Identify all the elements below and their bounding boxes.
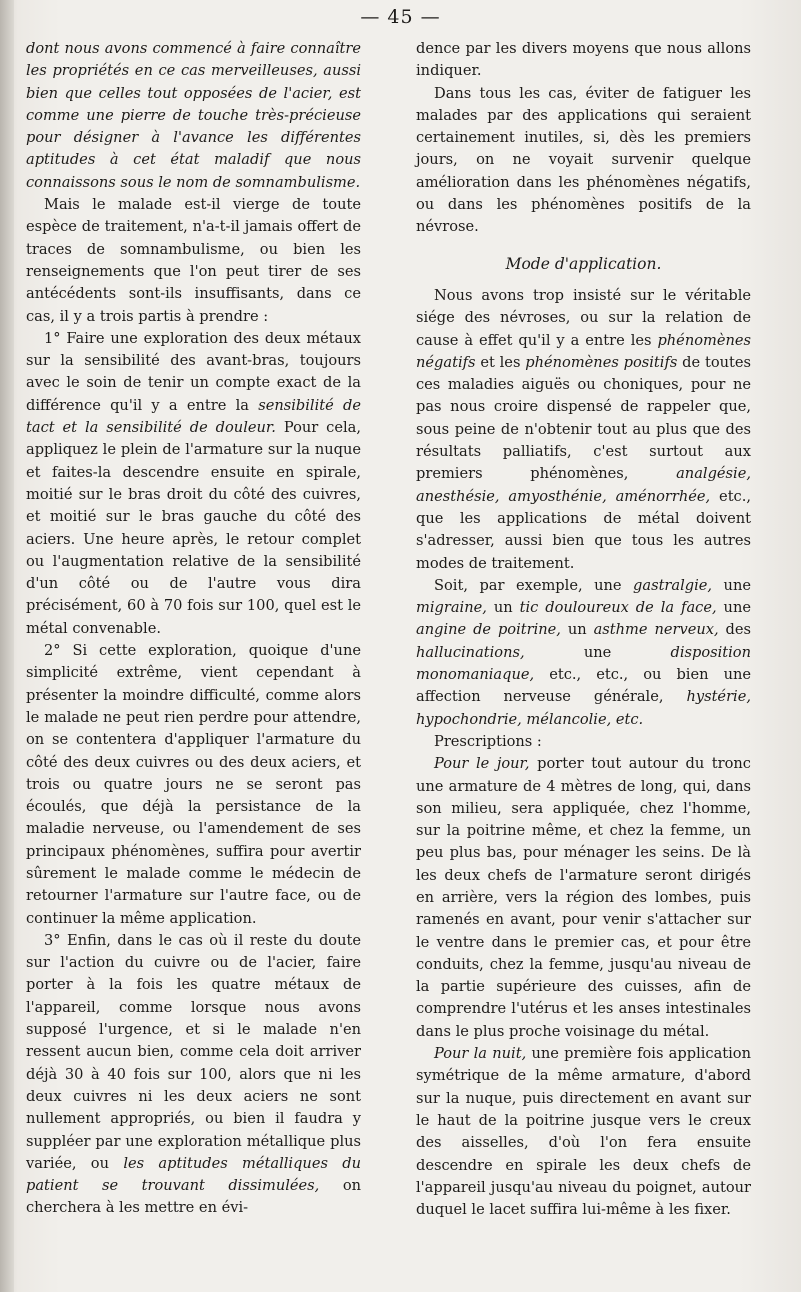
text-run: porter tout autour du tronc une armature de 4 mètres de long, qui, dans son milieu, sera appliquée, chez l'homme, sur la poitrine même, et chez la femme, un peu plus bas, pour ménager les seins. De là les deux chefs de l'armature seront dirigés en arrière, vers la région des lombes, puis ramenés en avant, pour venir s'attacher sur le ventre dans le premier cas, et pour être conduits, chez la femme, jusqu'au niveau de la partie supérieure des cuisses, afin de comprendre l'utérus et les anses intestinales dans le plus proche voisinage du métal. bbox=[416, 755, 751, 1040]
italic-text-run: disposition monomaniaque, bbox=[416, 643, 751, 684]
italic-text-run: phénomènes positifs bbox=[525, 353, 678, 371]
text-run: Prescriptions : bbox=[434, 732, 542, 750]
text-run: on cherchera à les mettre en évi- bbox=[26, 1177, 361, 1217]
italic-text-run: asthme nerveux, bbox=[593, 621, 719, 639]
text-run: une bbox=[712, 576, 751, 594]
left-column bbox=[26, 38, 361, 1220]
text-run: dence par les divers moyens que nous allons indiquer. bbox=[416, 40, 751, 80]
paragraph bbox=[26, 328, 361, 640]
text-run: etc., que les applications de métal doivent s'adresser, aussi bien que tous les autres modes de traitement. bbox=[416, 487, 752, 572]
paragraph bbox=[416, 38, 751, 83]
text-run: une première fois application symétrique de la même armature, d'abord sur la nuque, puis directement en avant sur le haut de la poitrine jusque vers le creux des aisselles, d'où l'on fera ensuite descendre en spirale les deux chefs de l'appareil jusqu'au niveau du poignet, autour duquel le lacet suffira lui-même à les fixer. bbox=[416, 1045, 751, 1219]
paragraph bbox=[416, 575, 751, 731]
paragraph bbox=[416, 285, 751, 575]
paragraph bbox=[26, 194, 361, 328]
paragraph bbox=[416, 1043, 751, 1221]
paragraph bbox=[416, 83, 751, 239]
paragraph bbox=[416, 753, 751, 1043]
text-run: Mais le malade est-il vierge de toute espèce de traitement, n'a-t-il jamais offert de traces de somnambulisme, ou bien les renseignements que l'on peut tirer de ses antécédents sont-ils insuffisants, dans ce cas, il y a trois partis à prendre : bbox=[26, 196, 361, 325]
paragraph bbox=[26, 640, 361, 930]
text-run: Dans tous les cas, éviter de fatiguer les malades par des applications qui seraient certainement inutiles, si, dès les premiers jours, on ne voyait survenir quelque amélioration dans les phénomènes négatifs, ou dans les phénomènes positifs de la névrose. bbox=[416, 84, 751, 236]
italic-text-run: les aptitudes métalliques du patient se trouvant dissimulées, bbox=[26, 1154, 361, 1195]
right-column bbox=[416, 38, 751, 1221]
text-run: et les bbox=[475, 353, 526, 371]
italic-text-run: phénomènes négatifs bbox=[416, 331, 751, 371]
section-heading: Mode d'application. bbox=[505, 254, 662, 273]
text-run: de toutes ces maladies aiguës ou choniques, pour ne pas nous croire dispensé de rappeler que, sous peine de n'obtenir tout au plus que des résultats palliatifs, c'est surtout aux premiers phénomènes, bbox=[416, 353, 752, 483]
italic-text-run: Pour le jour, bbox=[434, 755, 530, 773]
italic-text-run: hystérie, hypochondrie, mélancolie, etc. bbox=[416, 688, 751, 728]
text-run: des bbox=[718, 621, 751, 639]
italic-text-run: hallucinations, bbox=[416, 643, 525, 661]
text-run: 1° Faire une exploration des deux métaux sur la sensibilité des avant-bras, toujours avec le soin de tenir un compte exact de la différence qu'il y a entre la bbox=[26, 329, 361, 414]
paragraph bbox=[416, 731, 751, 753]
text-run: une bbox=[524, 643, 671, 661]
page-gutter-shadow bbox=[0, 0, 14, 1292]
text-run: un bbox=[486, 599, 520, 617]
italic-text-run: sensibilité de tact et la sensibilité de douleur. bbox=[26, 396, 361, 437]
text-run: Soit, par exemple, une bbox=[434, 576, 634, 594]
text-run: 3° Enfin, dans le cas où il reste du doute sur l'action du cuivre ou de l'acier, faire porter à la fois les quatre métaux de l'appareil, comme lorsque nous avons supposé l'urgence, et si le malade n'en ressent aucun bien, comme cela doit arriver déjà 30 à 40 fois sur 100, alors que ni les deux cuivres ni les deux aciers ne sont nullement appropriés, ou bien il faudra y suppléer par une exploration métallique plus variée, ou bbox=[26, 931, 361, 1172]
text-run: 2° Si cette exploration, quoique d'une simplicité extrême, vient cependant à présenter la moindre difficulté, comme alors le malade ne peut rien perdre pour attendre, on se contentera d'appliquer l'armature du côté des deux cuivres ou des deux aciers, et trois ou quatre jours ne se seront pas écoulés, que déjà la persistance de la maladie nerveuse, ou l'amendement de ses principaux phénomènes, suffira pour avertir sûrement le malade comme le médecin de retourner l'armature sur l'autre face, ou de continuer la même application. bbox=[26, 642, 361, 927]
paragraph bbox=[26, 930, 361, 1220]
text-run: Pour cela, appliquez le plein de l'armature sur la nuque et faites-la descendre ensuite en spirale, moitié sur le bras droit du côté des cuivres, et moitié sur le bras gauche du côté des aciers. Une heure après, le retour complet ou l'augmentation relative de la sensibilité d'un côté ou de l'autre vous dira précisément, 60 à 70 fois sur 100, quel est le métal convenable. bbox=[26, 419, 362, 637]
text-run: un bbox=[560, 621, 594, 639]
italic-text-run: Pour la nuit, bbox=[434, 1045, 527, 1063]
text-run: Nous avons trop insisté sur le véritable siége des névroses, ou sur la relation de cause à effet qu'il y a entre les bbox=[416, 286, 751, 349]
italic-text-run: angine de poitrine, bbox=[416, 621, 561, 639]
paragraph bbox=[26, 38, 361, 194]
italic-text-run: analgésie, anesthésie, amyosthénie, aménorrhée, bbox=[416, 465, 751, 505]
text-run: etc., etc., ou bien une affection nerveuse générale, bbox=[416, 666, 751, 706]
page-number: — 45 — bbox=[360, 6, 441, 28]
italic-text-run: tic douloureux de la face, bbox=[519, 599, 717, 617]
italic-text-run: dont nous avons commencé à faire connaître les propriétés en ce cas merveilleuses, aussi bien que celles tout opposées de l'acier, est comme une pierre de touche très-précieuse pour désigner à l'avance les différentes aptitudes à cet état maladif que nous connaissons sous le nom de somnambulisme. bbox=[26, 40, 361, 191]
italic-text-run: migraine, bbox=[416, 599, 487, 617]
italic-text-run: gastralgie, bbox=[633, 576, 713, 594]
text-run: une bbox=[716, 599, 751, 617]
